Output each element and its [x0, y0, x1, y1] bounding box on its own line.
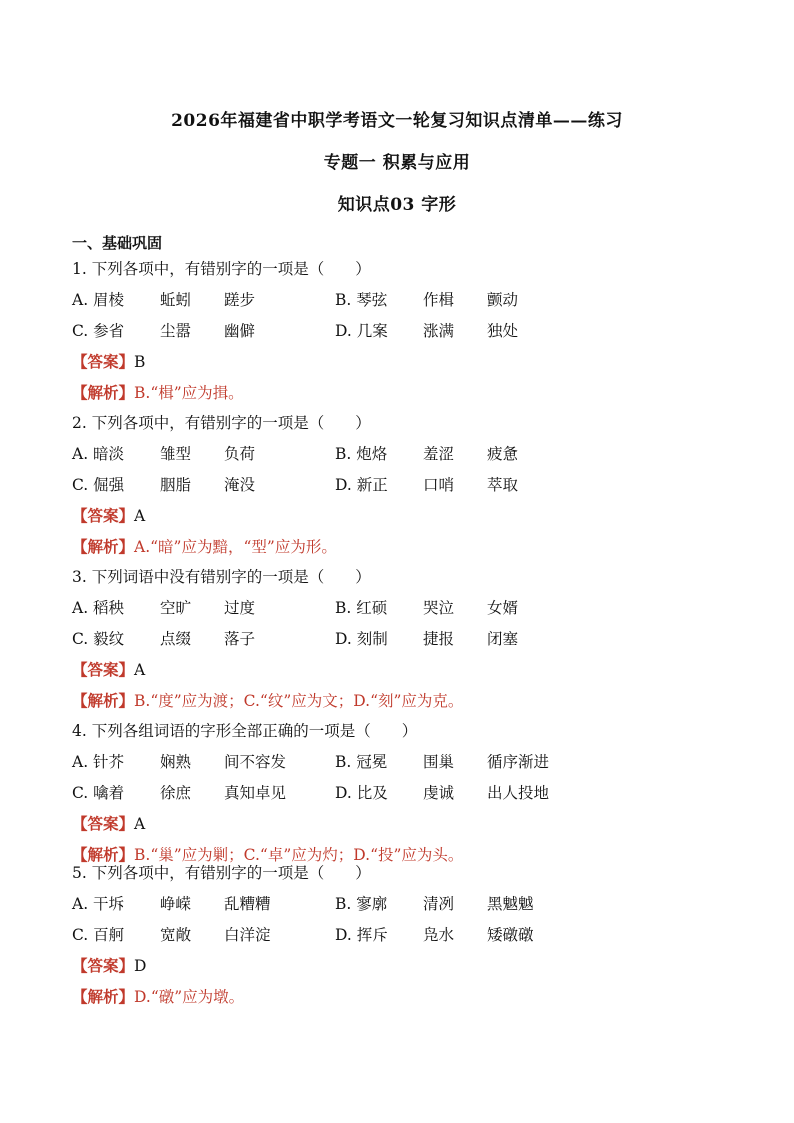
option-label: D. 新正 [335, 476, 388, 494]
question-stem: 4. 下列各组词语的字形全部正确的一项是（ ） [72, 722, 418, 740]
answer-value: A [134, 507, 146, 525]
option-word: 闭塞 [487, 630, 519, 648]
option-word: 胭脂 [160, 476, 192, 494]
option-word: 白洋淀 [224, 926, 271, 944]
option-word: 哭泣 [423, 599, 455, 617]
option-word: 空旷 [160, 599, 192, 617]
option-word: 独处 [487, 322, 519, 340]
option-label: B. 冠冕 [335, 753, 388, 771]
option-word: 循序渐进 [487, 753, 550, 771]
question-stem: 2. 下列各项中，有错别字的一项是（ ） [72, 414, 371, 432]
option-label: C. 参省 [72, 322, 125, 340]
option-word: 真知卓见 [224, 784, 287, 802]
explanation-tag: 【解析】 [72, 691, 135, 710]
explanation-tag: 【解析】 [72, 383, 135, 402]
explanation-line [72, 690, 463, 712]
option-word: 捷报 [423, 630, 455, 648]
section-title: 一、基础巩固 [72, 234, 163, 252]
doc-topic: 知识点03 字形 [337, 195, 457, 215]
question-stem: 1. 下列各项中，有错别字的一项是（ ） [72, 260, 371, 278]
option-word: 负荷 [224, 445, 256, 463]
answer-line [72, 351, 145, 373]
explanation-line [72, 536, 337, 558]
option-word: 娴熟 [160, 753, 192, 771]
option-label: A. 眉棱 [72, 291, 125, 309]
option-label: A. 稻秧 [72, 599, 125, 617]
option-word: 萃取 [487, 476, 519, 494]
option-label: B. 寥廓 [335, 895, 388, 913]
option-label: B. 琴弦 [335, 291, 388, 309]
option-word: 间不容发 [224, 753, 287, 771]
question-stem: 3. 下列词语中没有错别字的一项是（ ） [72, 568, 371, 586]
option-word: 过度 [224, 599, 256, 617]
option-word: 羞涩 [423, 445, 455, 463]
option-word: 尘嚣 [160, 322, 192, 340]
option-word: 疲惫 [487, 445, 519, 463]
option-word: 乱糟糟 [224, 895, 271, 913]
answer-tag: 【答案】 [72, 506, 135, 525]
option-word: 黑魆魆 [487, 895, 534, 913]
explanation-tag: 【解析】 [72, 845, 135, 864]
option-label: D. 刻制 [335, 630, 388, 648]
option-label: B. 炮烙 [335, 445, 388, 463]
answer-line [72, 955, 146, 977]
option-word: 蚯蚓 [160, 291, 192, 309]
option-word: 出人投地 [487, 784, 550, 802]
option-word: 矮礅礅 [487, 926, 534, 944]
answer-line [72, 813, 145, 835]
option-word: 口哨 [423, 476, 455, 494]
answer-tag: 【答案】 [72, 660, 135, 679]
answer-value: B [134, 353, 146, 371]
option-label: A. 干坼 [72, 895, 125, 913]
explanation-tag: 【解析】 [72, 537, 135, 556]
option-word: 涨满 [423, 322, 455, 340]
answer-line [72, 659, 145, 681]
option-label: B. 红硕 [335, 599, 388, 617]
option-word: 落子 [224, 630, 256, 648]
answer-tag: 【答案】 [72, 814, 135, 833]
answer-value: D [134, 957, 147, 975]
option-word: 女婿 [487, 599, 519, 617]
explanation-line [72, 986, 244, 1008]
answer-value: A [134, 661, 146, 679]
option-word: 凫水 [423, 926, 455, 944]
option-word: 点缀 [160, 630, 192, 648]
answer-value: A [134, 815, 146, 833]
doc-subtitle: 专题一 积累与应用 [323, 153, 471, 173]
explanation-text: B.“度”应为渡；C.“纹”应为文；D.“刻”应为克。 [134, 692, 464, 710]
option-label: C. 噙着 [72, 784, 125, 802]
explanation-text: A.“暗”应为黯，“型”应为形。 [134, 538, 337, 556]
question-stem: 5. 下列各项中，有错别字的一项是（ ） [72, 864, 371, 882]
explanation-line [72, 382, 244, 404]
option-word: 颤动 [487, 291, 519, 309]
answer-tag: 【答案】 [72, 352, 135, 371]
explanation-text: D.“礅”应为墩。 [134, 988, 245, 1006]
explanation-text: B.“楫”应为揖。 [134, 384, 244, 402]
doc-title: 2026年福建省中职学考语文一轮复习知识点清单——练习 [171, 111, 623, 131]
option-word: 宽敞 [160, 926, 192, 944]
option-word: 蹉步 [224, 291, 256, 309]
option-word: 幽僻 [224, 322, 256, 340]
option-label: C. 毅纹 [72, 630, 125, 648]
option-word: 围巢 [423, 753, 455, 771]
explanation-tag: 【解析】 [72, 987, 135, 1006]
option-word: 淹没 [224, 476, 256, 494]
option-word: 雏型 [160, 445, 192, 463]
option-word: 峥嵘 [160, 895, 192, 913]
option-label: D. 挥斥 [335, 926, 388, 944]
option-label: A. 暗淡 [72, 445, 125, 463]
explanation-text: B.“巢”应为剿；C.“卓”应为灼；D.“投”应为头。 [134, 846, 464, 864]
answer-line [72, 505, 145, 527]
option-label: D. 比及 [335, 784, 388, 802]
option-label: C. 倔强 [72, 476, 125, 494]
option-word: 虔诚 [423, 784, 455, 802]
option-word: 清冽 [423, 895, 455, 913]
option-word: 作楫 [423, 291, 455, 309]
answer-tag: 【答案】 [72, 956, 135, 975]
option-label: D. 几案 [335, 322, 388, 340]
option-word: 徐庶 [160, 784, 192, 802]
option-label: C. 百舸 [72, 926, 125, 944]
option-label: A. 针芥 [72, 753, 125, 771]
